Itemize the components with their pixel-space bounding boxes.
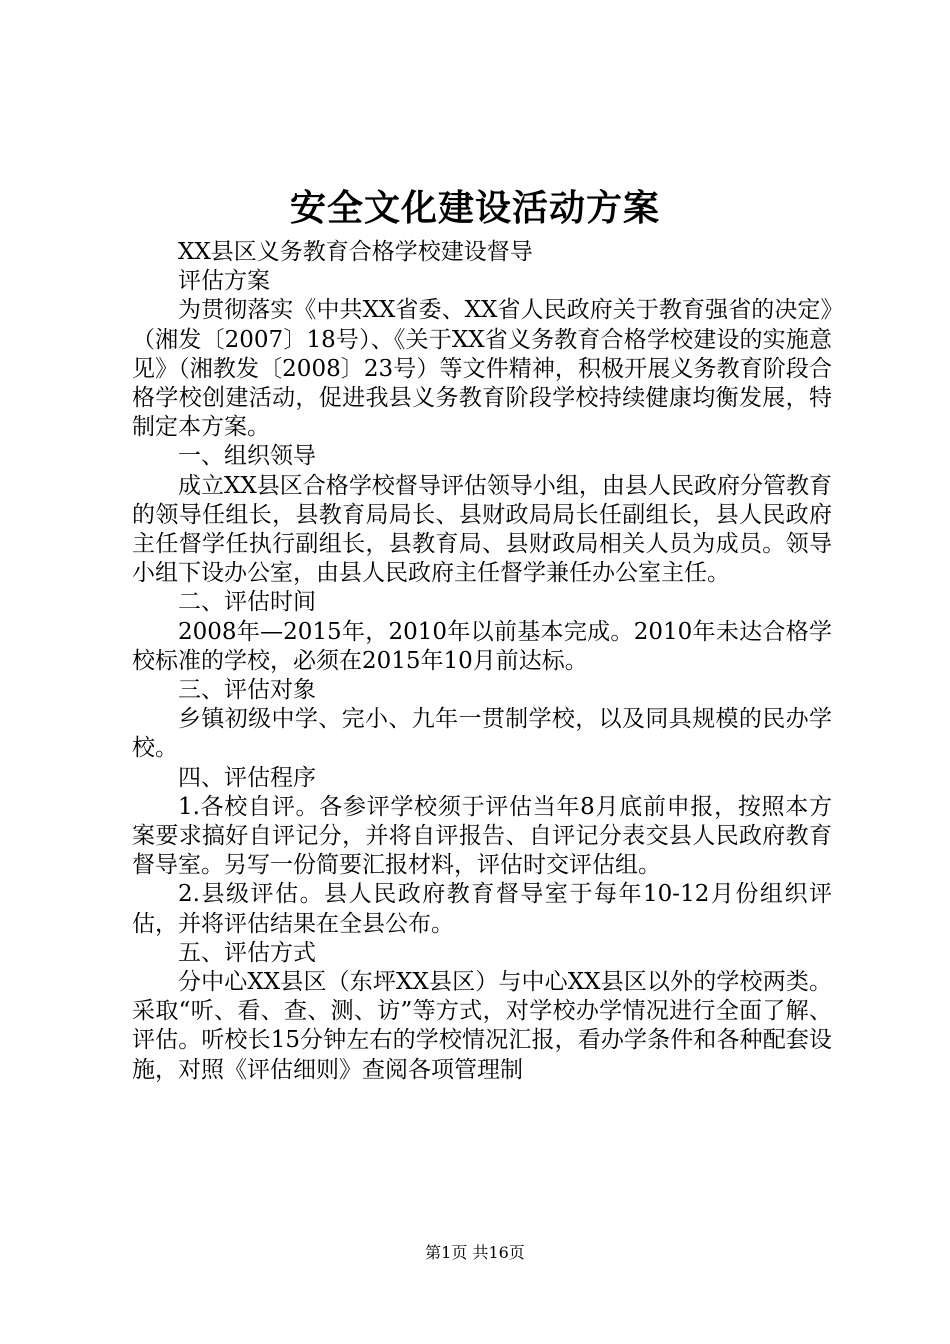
section-heading-time: 二、评估时间 xyxy=(178,589,316,616)
paragraph-target: 乡镇初级中学、完小、九年一贯制学校，以及同具规模的民办学校。 xyxy=(132,706,832,762)
paragraph-time: 2008年—2015年，2010年以前基本完成。2010年未达合格学校标准的学校，必须在2015年10月前达标。 xyxy=(132,618,832,674)
page-number: 第1页 共16页 xyxy=(425,1243,525,1262)
paragraph-procedure-self: 1.各校自评。各参评学校须于评估当年8月底前申报，按照本方案要求搞好自评记分，并将自评报告、自评记分表交县人民政府教育督导室。另写一份简要汇报材料，评估时交评估组。 xyxy=(132,793,832,879)
paragraph-procedure-county: 2.县级评估。县人民政府教育督导室于每年10-12月份组织评估，并将评估结果在全县公布。 xyxy=(132,881,832,937)
paragraph-heading-line-1: XX县区义务教育合格学校建设督导 xyxy=(178,239,533,265)
paragraph-heading-line-2: 评估方案 xyxy=(178,268,270,295)
section-heading-method: 五、评估方式 xyxy=(178,939,316,966)
paragraph-organization: 成立XX县区合格学校督导评估领导小组，由县人民政府分管教育的领导任组长，县教育局局长、县财政局局长任副组长，县人民政府主任督学任执行副组长，县教育局、县财政局相关人员为成员。领导小组下设办公室，由县人民政府主任督学兼任办公室主任。 xyxy=(132,472,832,587)
section-heading-target: 三、评估对象 xyxy=(178,677,316,704)
document-body xyxy=(132,238,832,1085)
paragraph-intro: 为贯彻落实《中共XX省委、XX省人民政府关于教育强省的决定》（湘发〔2007〕18号）、《关于XX省义务教育合格学校建设的实施意见》（湘教发〔2008〕23号）等文件精神，积极开展义务教育阶段合格学校创建活动，促进我县义务教育阶段学校持续健康均衡发展，特制定本方案。 xyxy=(132,297,832,441)
section-heading-organization: 一、组织领导 xyxy=(178,443,316,470)
paragraph-method: 分中心XX县区（东坪XX县区）与中心XX县区以外的学校两类。采取“听、看、查、测、访”等方式，对学校办学情况进行全面了解、评估。听校长15分钟左右的学校情况汇报，看办学条件和各种配套设施，对照《评估细则》查阅各项管理制 xyxy=(132,969,832,1083)
section-heading-procedure: 四、评估程序 xyxy=(178,764,316,791)
document-title: 安全文化建设活动方案 xyxy=(289,187,660,229)
